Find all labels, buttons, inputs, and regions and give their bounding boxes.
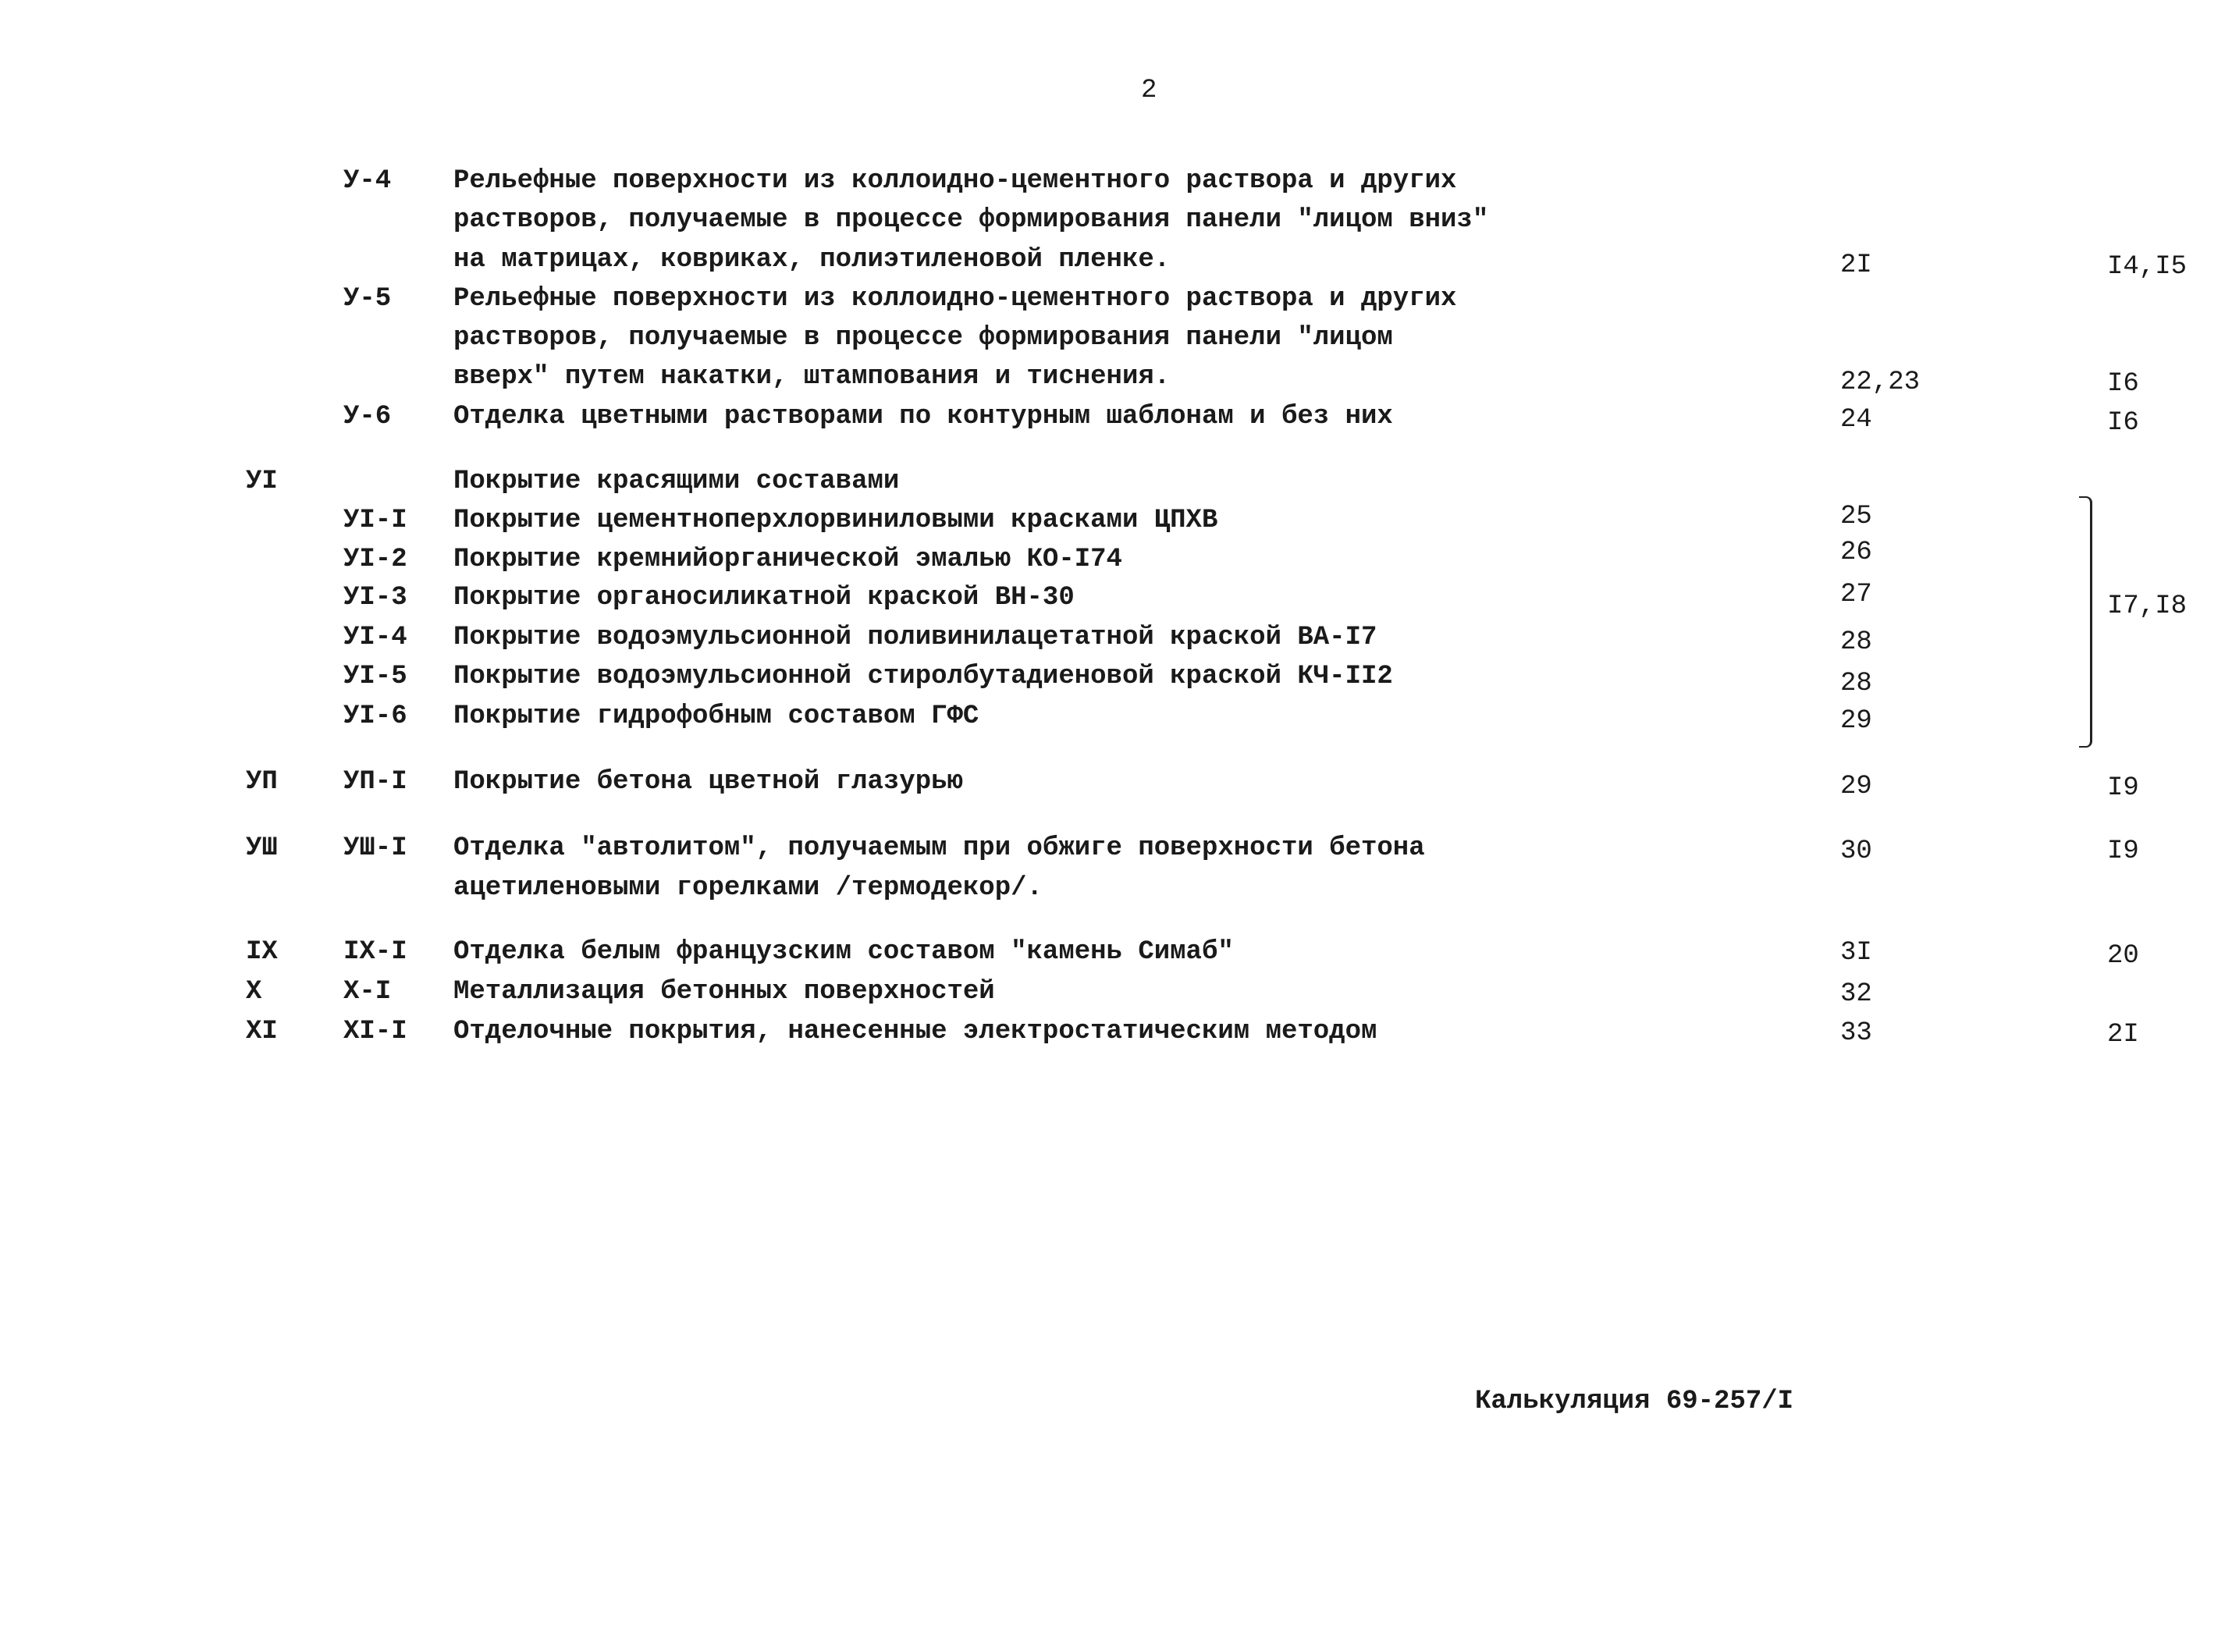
- group-ref: I7,I8: [2107, 592, 2188, 621]
- item-text: Покрытие гидрофобным составом ГФС: [453, 702, 979, 731]
- item-ref: I9: [2107, 773, 2139, 803]
- item-code: У-5: [343, 284, 392, 314]
- item-page: 27: [1840, 580, 1872, 609]
- item-page: 22,23: [1840, 368, 1921, 397]
- item-ref: I6: [2107, 408, 2139, 438]
- item-code: УI-6: [343, 702, 407, 731]
- item-page: 29: [1840, 772, 1872, 801]
- item-page: 33: [1840, 1018, 1872, 1048]
- item-text: Отделка белым французским составом "камень Симаб": [453, 937, 1234, 967]
- page-number: 2: [1141, 76, 1157, 105]
- item-text: Отделка "автолитом", получаемым при обжиге поверхности бетона: [453, 833, 1425, 863]
- item-ref: 20: [2107, 941, 2139, 971]
- item-text: Покрытие органосиликатной краской ВН-30: [453, 583, 1075, 613]
- item-text: ацетиленовыми горелками /термодекор/.: [453, 873, 1043, 903]
- item-ref: I6: [2107, 369, 2139, 399]
- item-text: Рельефные поверхности из коллоидно-цементного раствора и других: [453, 284, 1457, 314]
- section-number: УI: [246, 467, 278, 496]
- item-text: растворов, получаемые в процессе формирования панели "лицом: [453, 323, 1393, 353]
- item-text: Металлизация бетонных поверхностей: [453, 977, 995, 1007]
- item-text: Покрытие водоэмульсионной стиролбутадиеновой краской КЧ-II2: [453, 662, 1393, 691]
- item-text: Покрытие кремнийорганической эмалью КО-I74: [453, 545, 1122, 574]
- item-text: Покрытие цементноперхлорвиниловыми красками ЦПХВ: [453, 506, 1218, 535]
- section-number: УШ: [246, 833, 278, 863]
- item-code: XI-I: [343, 1017, 407, 1046]
- item-page: 28: [1840, 669, 1872, 698]
- section-number: IX: [246, 937, 278, 967]
- item-page: 24: [1840, 405, 1872, 435]
- item-code: УI-I: [343, 506, 407, 535]
- item-text: Отделка цветными растворами по контурным шаблонам и без них: [453, 402, 1393, 432]
- item-code: У-4: [343, 166, 392, 196]
- footer-calculation: Калькуляция 69-257/I: [1475, 1387, 1794, 1416]
- item-text: вверх" путем накатки, штампования и тиснения.: [453, 362, 1171, 392]
- item-ref: I9: [2107, 837, 2139, 866]
- section-title: Покрытие красящими составами: [453, 467, 900, 496]
- item-code: X-I: [343, 977, 392, 1007]
- item-text: Отделочные покрытия, нанесенные электростатическим методом: [453, 1017, 1377, 1046]
- item-ref: I4,I5: [2107, 252, 2188, 282]
- item-page: 28: [1840, 627, 1872, 657]
- group-bracket: [2079, 496, 2092, 748]
- item-text: растворов, получаемые в процессе формирования панели "лицом вниз": [453, 205, 1489, 235]
- item-code: УI-2: [343, 545, 407, 574]
- item-text: Рельефные поверхности из коллоидно-цементного раствора и других: [453, 166, 1457, 196]
- item-page: 3I: [1840, 938, 1872, 968]
- item-page: 25: [1840, 502, 1872, 531]
- item-code: УI-4: [343, 623, 407, 652]
- section-number: УП: [246, 767, 278, 797]
- item-code: УI-3: [343, 583, 407, 613]
- item-code: УШ-I: [343, 833, 407, 863]
- item-code: IX-I: [343, 937, 407, 967]
- item-page: 30: [1840, 837, 1872, 866]
- item-code: УI-5: [343, 662, 407, 691]
- item-page: 2I: [1840, 250, 1872, 280]
- item-text: Покрытие водоэмульсионной поливинилацетатной краской ВА-I7: [453, 623, 1377, 652]
- item-text: Покрытие бетона цветной глазурью: [453, 767, 963, 797]
- item-ref: 2I: [2107, 1020, 2139, 1050]
- item-code: У-6: [343, 402, 392, 432]
- item-text: на матрицах, ковриках, полиэтиленовой пленке.: [453, 245, 1171, 275]
- item-page: 29: [1840, 706, 1872, 736]
- item-page: 32: [1840, 979, 1872, 1009]
- section-number: X: [246, 977, 262, 1007]
- item-page: 26: [1840, 538, 1872, 567]
- item-code: УП-I: [343, 767, 407, 797]
- section-number: XI: [246, 1017, 278, 1046]
